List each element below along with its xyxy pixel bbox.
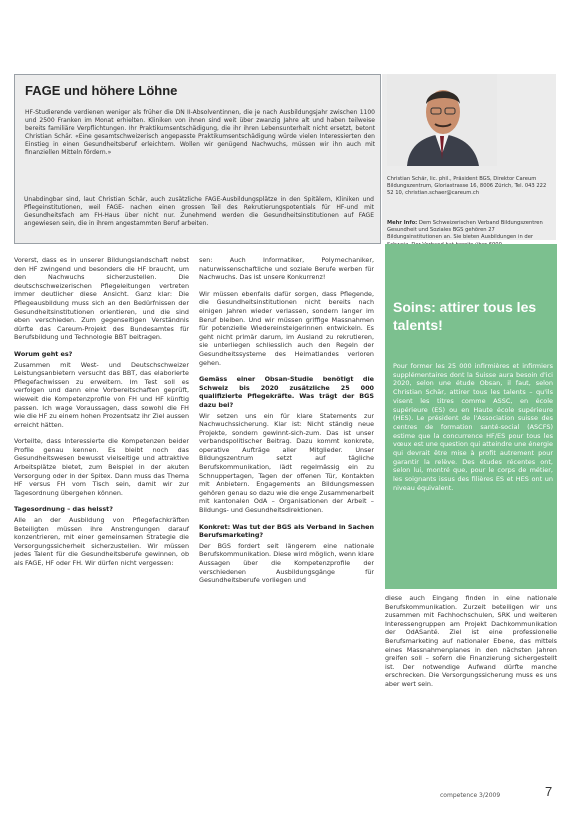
page-number: 7 — [545, 784, 553, 799]
info-box-paragraph-2: Unabdingbar sind, laut Christian Schär, auch zusätzliche FAGE-Ausbildungsplätze in den Spitälern, Kliniken und Pflegeinstitutionen, weil FAGE- nachen einen grossen Teil des Rekrutierungspotentials für HF-und mit Gesundheitsfach am FH-Haus über nicht nur. Zunehmend werden die Gesundheitsinstitutionen auf FAGE angewiesen sein, die in ihrem angestammten Beruf arbeiten. — [24, 196, 374, 228]
info-box-paragraph: HF-Studierende verdienen weniger als früher die DN II-Absolventinnen, die je nach Ausbildungsjahr zwischen 1100 und 2500 Franken im Monat erhielten. Kliniken von ihnen sind weit über zwanzig Jahre alt und haben teilweise bereits familiäre Verpflichtungen. Ihr Praktikumsentschädigung, die ihr ihren Lebensunterhalt nicht ersetzt, betont Christian Schär. «Eine gesamtschweizerisch angepasste Praktikumsentschädigung würde vielen Interessierten den Einstieg in einen Gesundheitsberuf erleichtern. Wollen wir genügend Nachwuchs, müssen wir ihn auch mit finanziellen Mitteln fördern.» — [25, 109, 375, 157]
french-summary-text: Pour former les 25 000 infirmières et infirmiers supplémentaires dont la Suisse aura besoin d'ici 2020, selon une étude Obsan, il faut, selon Christian Schär, attirer tous les talents – qu'ils visent les titres comme ASSC, en école supérieure (ES) ou en Haute école supérieure (HES). Le président de l'Association suisse des centres de formation santé-social (ASCFS) estime que la concurrence HF/ES pour tous les vœux est une question qui atteindre une énergie qui devrait être mise à profit autrement pour garantir la relève. Des études récentes ont, selon lui, montré que, pour le corps de métier, les soignants issus des filières ES et HES ont un niveau équivalent. — [393, 362, 553, 492]
column-middle — [199, 256, 374, 593]
paragraph: Der BGS fordert seit längerem eine nationale Berufskommunikation. Diese wird möglich, wenn klare Aussagen über die Kompetenzprofile der verschiedenen Ausbildungsgänge für Gesundheitsberufe vorliegen und — [199, 541, 374, 585]
french-summary-title: Soins: attirer tous les talents! — [393, 299, 537, 333]
paragraph: diese auch Eingang finden in eine nationale Berufskommunikation. Zurzeit beteiligen wir uns zusammen mit Fachhochschulen, SRK und weiteren Interessengruppen am Projekt Dachkommunikation der OdASanté. Ziel ist eine professionelle Berufsmarketing auf nationaler Ebene, das mittels eines Massnahmenplanes in den nächsten Jahren greifen soll – sofern die Finanzierung sichergestellt ist. Der notwendige Aufwand dürfte manche erschrecken. Die Versorgungssicherung muss es uns aber wert sein. — [385, 594, 557, 688]
subheading: Tagesordnung – das heisst? — [14, 505, 113, 514]
magazine-footer: competence 3/2009 — [440, 792, 501, 799]
more-info-heading: Mehr Info: — [387, 220, 418, 226]
column-right — [385, 594, 557, 697]
paragraph: Zusammen mit West- und Deutschschweizer Leistungsanbietern versucht das BBT, das elaborierte Pflegefachwissen zu erweitern. Im Test soll es verfolgen und dann eine Vorbereitschaften geprüft, wieweit die Kompetenzprofile von FH und HF künftig passen. Ich wage Voraussagen, dass sowohl die FH wie die HF zu einem hohen Prozentsatz ihr Ziel aussen erreicht hätten. — [14, 360, 189, 429]
french-summary-box — [385, 244, 557, 589]
info-box-title: FAGE und höhere Löhne — [25, 83, 178, 98]
subheading: Worum geht es? — [14, 349, 73, 358]
author-photo — [387, 74, 497, 166]
more-info-text: Dem Schweizerischen Verband Bildungszentren Gesundheit und Soziales BGS gehören 27 Bildungsinstitutionen an. Sie bieten Ausbildungen in der — [387, 220, 543, 241]
author-bio: Christian Schär, lic. phil., Präsident BGS, Direktor Careum Bildungszentrum, Gloriastrasse 16, 8006 Zürich, Tel. 043 222 52 10, christian.schaer@careum.ch — [387, 176, 547, 197]
paragraph: Wir setzen uns ein für klare Statements zur Nachwuchssicherung. Klar ist: Nicht ständig neue Projekte, sondern gewinnt-sich-zum. Das ist unser verbandspolitischer Beitrag. Dazu kommt konkrete, operative Aufträge aller Mitglieder. Unser Bildungszentrum setzt auf tägliche Berufskommunikation, lädt regelmässig ein zu Schnuppertagen, Tagen der offenen Tür, Kontakten mit Anbietern. Engagements an Bildungsmessen gehören genau so dazu wie die enge Zusammenarbeit mit kantonalen OdA – Organisationen der Arbeit – Bildungs- und Gesundheitsdirektionen. — [199, 411, 374, 515]
portrait-image — [387, 74, 497, 166]
paragraph: Alle an der Ausbildung von Pflegefachkräften Beteiligten müssen ihre Anstrengungen darauf konzentrieren, mit einer gemeinsamen Strategie die Versorgungssicherheit sicherzustellen. Wir müssen jedes Talent für die Gesundheitsberufe gewinnen, ob als FAGE, HF oder FH. Wir dürfen nicht vergessen: — [14, 516, 189, 567]
column-left — [14, 256, 189, 576]
subheading: Konkret: Was tut der BGS als Verband in Sachen Berufsmarketing? — [199, 522, 374, 540]
paragraph: Vorteilte, dass Interessierte die Kompetenzen beider Profile genau kennen. Es bleibt noch das Gesundheitswesen bewusst vielseitige und attraktive Arbeitsplätze bietet, zum Beispiel in der akuten Versorgung oder in der Spitex. Dann muss das Thema HF versus FH vom Tisch sein, damit wir zur Tagesordnung übergehen können. — [14, 437, 189, 497]
paragraph: Wir müssen ebenfalls dafür sorgen, dass Pflegende, die Gesundheitsinstitutionen nicht bereits nach einigen Jahren wieder verlassen, sondern langer im Beruf bleiben. Und wir müssen griffige Massnahmen für potenzielle Wiedereinsteigerinnen entwickeln. Es geht nicht primär darum, im Ausland zu rekrutieren, sie unterliegen schliesslich auch den Regeln der Gesundheitssysteme des Heimatlandes verloren gehen. — [199, 289, 374, 367]
paragraph: Vorerst, dass es in unserer Bildungslandschaft nebst den HF zwingend und besonders die HF braucht, um den Nachwuchs sicherzustellen. Die deutschschweizerischen Pflegeleitungen vertreten immer deutlicher diese Ansicht. Ganz klar: Die Pflegeausbildung muss sich an den Bedürfnissen der Gesundheitsinstitutionen orientieren, und die sind eben verschieden. Zum gegenseitigen Verständnis dürfte das Careum-Projekt des Bundesamtes für Berufsbildung und Technologie BBT beitragen. — [14, 256, 189, 342]
subheading: Gemäss einer Obsan-Studie benötigt die Schweiz bis 2020 zusätzliche 25 000 qualifizierte Pflegekräfte. Was trägt der BGS dazu bei? — [199, 375, 374, 409]
paragraph: sen: Auch Informatiker, Polymechaniker, naturwissenschaftliche und soziale Berufe werben für Nachwuchs. Das ist unsere Konkurrenz! — [199, 256, 374, 282]
top-margin — [0, 0, 569, 60]
